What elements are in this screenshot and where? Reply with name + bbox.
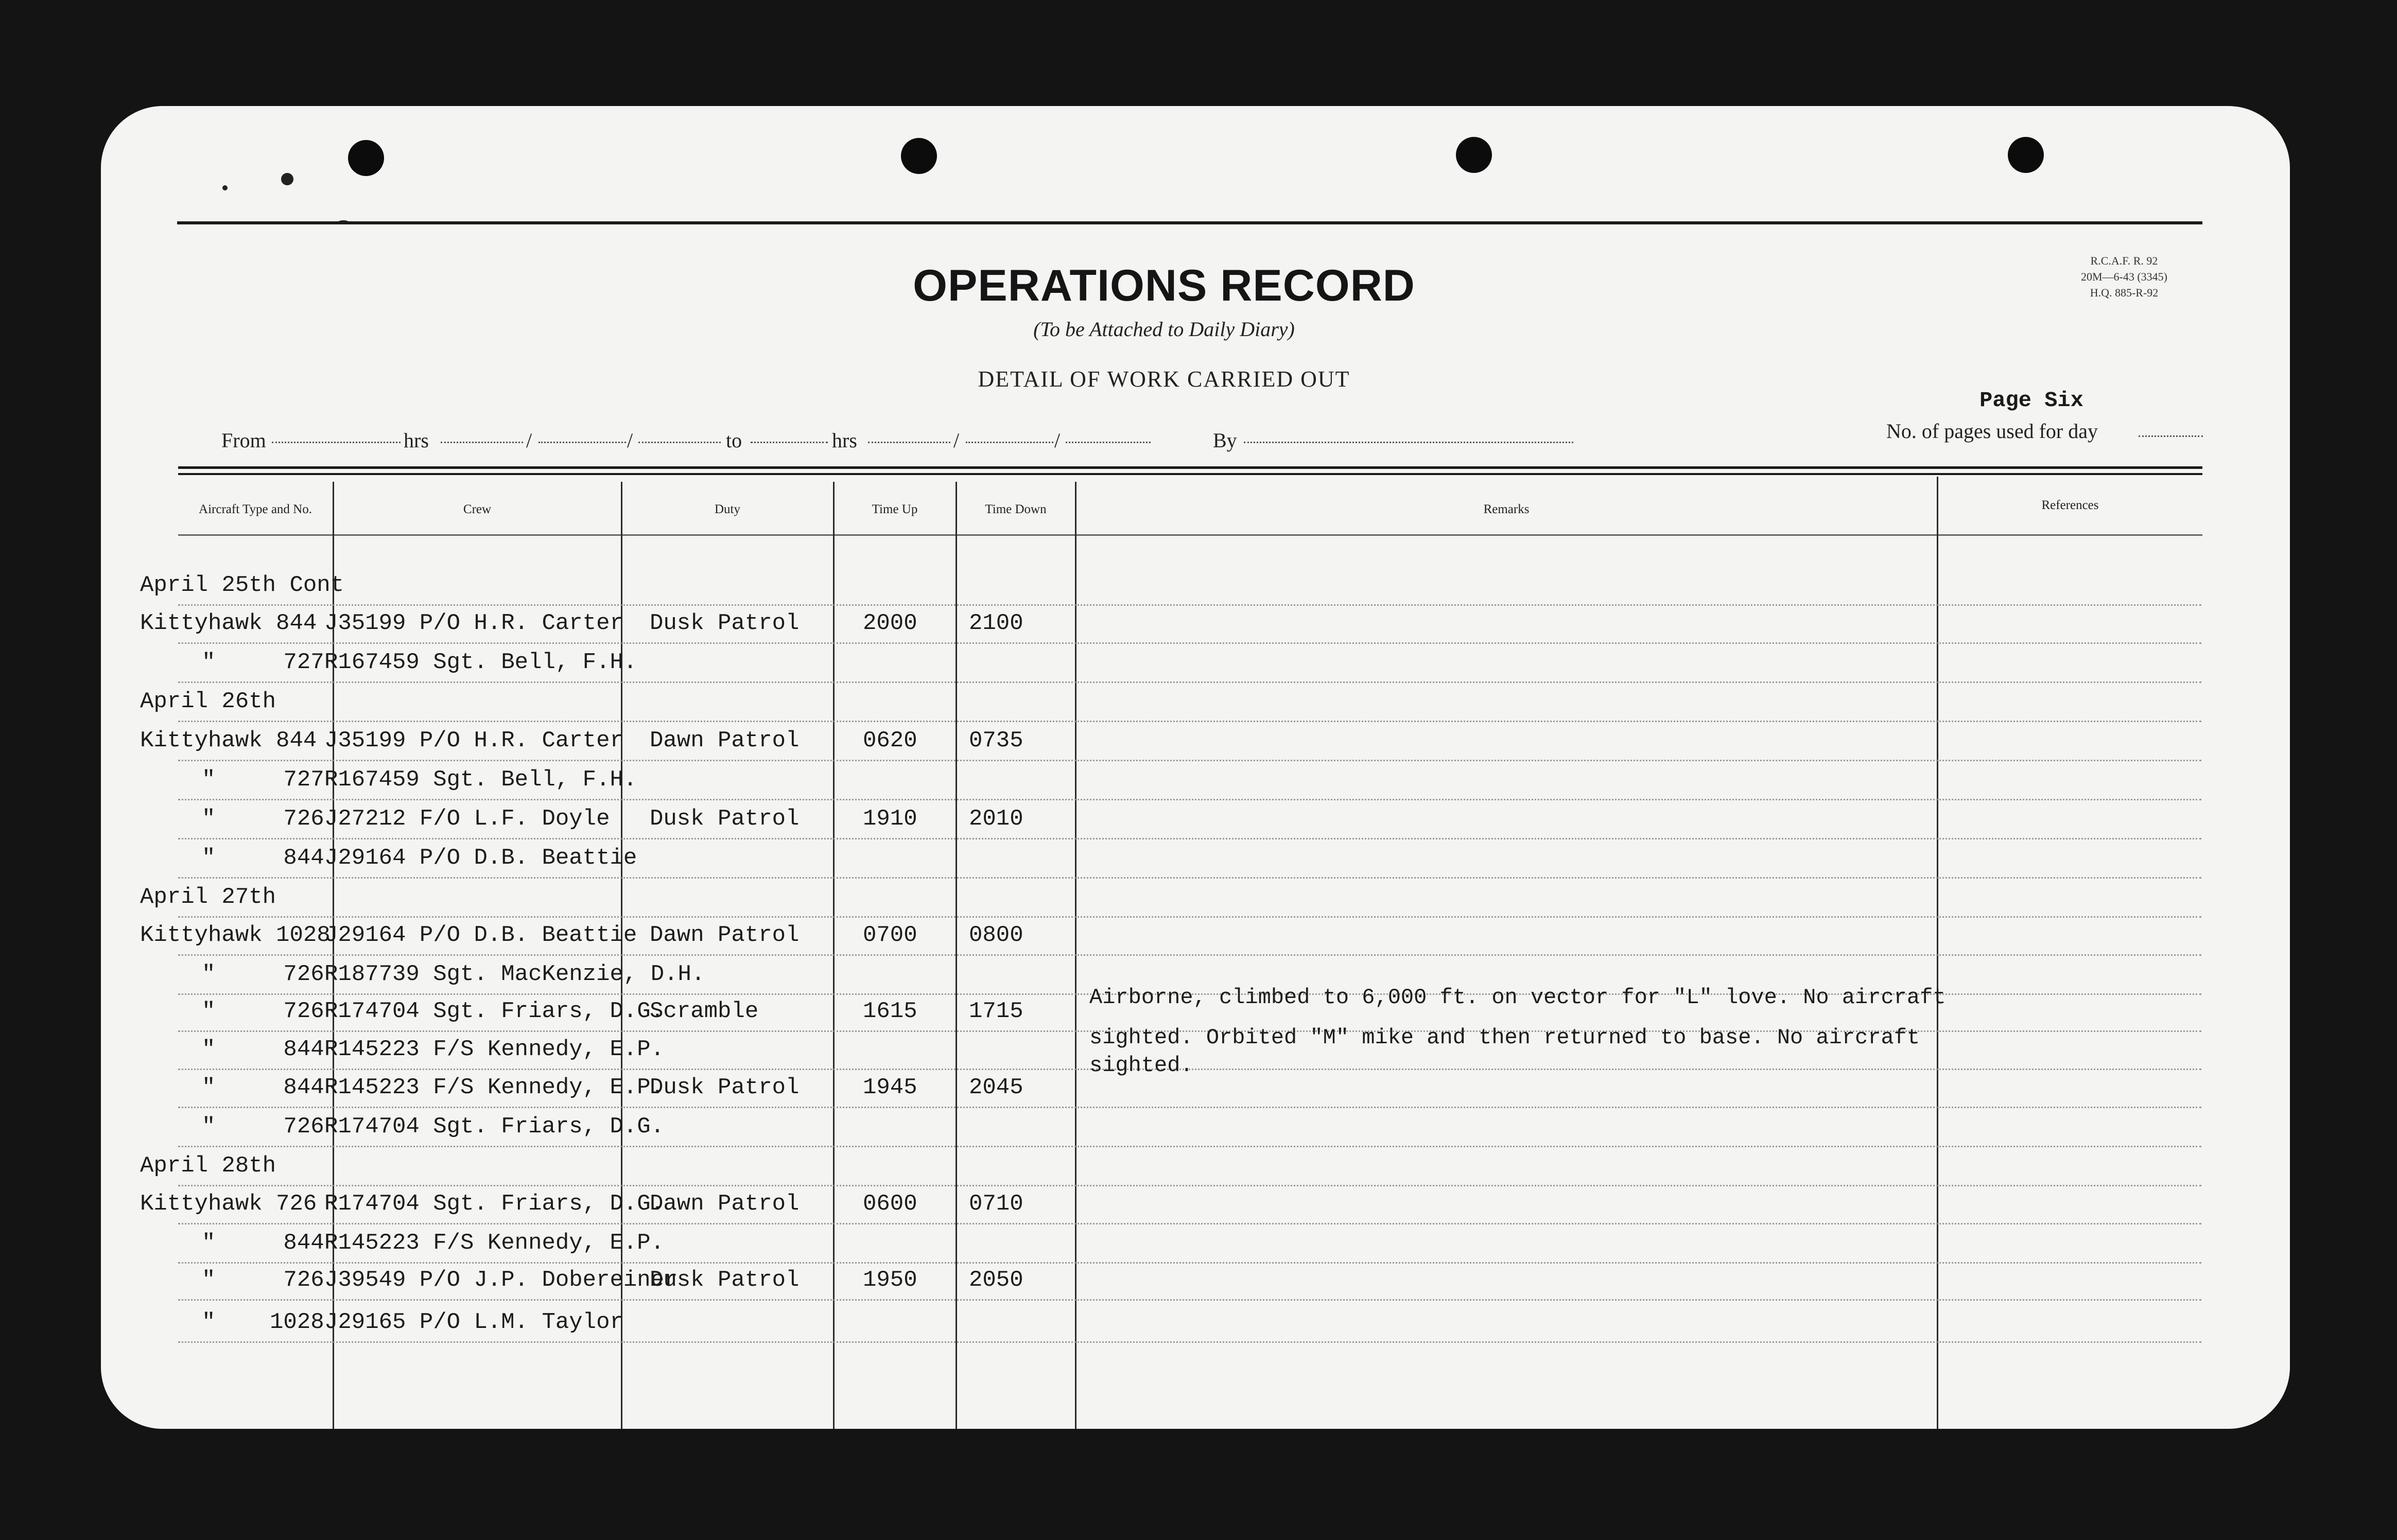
column-divider [1937, 477, 1938, 1429]
punch-hole [348, 140, 384, 176]
time-up-cell: 0700 [863, 922, 917, 948]
by-label: By [1213, 429, 1237, 452]
aircraft-cell: " 727 [202, 650, 324, 675]
slash: / [953, 429, 960, 452]
aircraft-cell: Kittyhawk 726 [140, 1191, 317, 1217]
crew-cell: J29164 P/O D.B. Beattie [324, 922, 637, 948]
aircraft-cell: " 844 [202, 1075, 324, 1100]
table-row-rule [178, 799, 2201, 800]
column-header-duty: Duty [715, 502, 740, 516]
duty-cell: Scramble [650, 999, 759, 1024]
column-header-remarks: Remarks [1483, 502, 1530, 516]
table-row-rule [178, 604, 2201, 606]
column-header-crew: Crew [463, 502, 492, 516]
aircraft-cell: Kittyhawk 1028 [140, 922, 331, 948]
punch-hole [901, 138, 937, 174]
table-row-rule [178, 1185, 2201, 1186]
table-row-rule [178, 1223, 2201, 1224]
from-date-blank-1 [441, 442, 523, 443]
punch-hole [1456, 137, 1492, 173]
aircraft-cell: " 1028 [202, 1309, 324, 1335]
aircraft-cell: " 726 [202, 999, 324, 1024]
slash: / [526, 429, 532, 452]
from-hour-blank [272, 442, 401, 443]
table-row-rule [178, 1146, 2201, 1147]
column-header-aircraft: Aircraft Type and No. [199, 502, 312, 516]
duty-cell: Dawn Patrol [650, 1191, 800, 1217]
aircraft-cell: " 727 [202, 767, 324, 793]
crew-cell: R174704 Sgt. Friars, D.G. [324, 1191, 665, 1217]
form-code-line: R.C.A.F. R. 92 [2090, 254, 2158, 267]
to-date-blank-1 [868, 442, 950, 443]
time-up-cell: 1910 [863, 806, 917, 832]
duty-cell: Dusk Patrol [650, 806, 800, 832]
date-heading: April 28th [140, 1153, 276, 1179]
aircraft-cell: " 844 [202, 1037, 324, 1062]
date-heading: April 25th Cont [140, 572, 344, 598]
duty-cell: Dawn Patrol [650, 728, 800, 754]
time-down-cell: 0735 [969, 728, 1023, 754]
crew-cell: J35199 P/O H.R. Carter [324, 610, 623, 636]
remarks-line: sighted. Orbited "M" mike and then returned to base. No aircraft [1089, 1025, 1920, 1050]
section-heading: DETAIL OF WORK CARRIED OUT [978, 366, 1350, 392]
date-heading: April 26th [140, 689, 276, 714]
page-subtitle: (To be Attached to Daily Diary) [1033, 318, 1295, 341]
from-label: From [221, 429, 266, 452]
crew-cell: R145223 F/S Kennedy, E.P. [324, 1075, 665, 1100]
time-up-cell: 1615 [863, 999, 917, 1024]
form-code [2047, 253, 2201, 301]
remarks-line: sighted. [1089, 1053, 1193, 1078]
to-label: to [726, 429, 742, 452]
remarks-line: Airborne, climbed to 6,000 ft. on vector for "L" love. No aircraft [1089, 985, 1946, 1010]
form-code-line: 20M—6-43 (3345) [2080, 270, 2168, 283]
time-down-cell: 2045 [969, 1075, 1023, 1100]
crew-cell: J29164 P/O D.B. Beattie [324, 845, 637, 871]
from-date-blank-3 [638, 442, 721, 443]
time-down-cell: 1715 [969, 999, 1023, 1024]
time-down-cell: 2010 [969, 806, 1023, 832]
top-rule [177, 221, 2202, 224]
to-date-blank-2 [966, 442, 1053, 443]
table-row-rule [178, 877, 2201, 879]
header-double-rule [178, 473, 2202, 475]
time-up-cell: 0620 [863, 728, 917, 754]
table-row-rule [178, 681, 2201, 683]
table-row-rule [178, 1262, 2201, 1264]
crew-cell: J29165 P/O L.M. Taylor [324, 1309, 623, 1335]
pages-used-blank [2139, 435, 2203, 437]
crew-cell: R174704 Sgt. Friars, D.G. [324, 1114, 665, 1140]
crew-cell: R174704 Sgt. Friars, D.G. [324, 999, 665, 1024]
slash: / [627, 429, 633, 452]
aircraft-cell: Kittyhawk 844 [140, 610, 317, 636]
aircraft-cell: " 844 [202, 845, 324, 871]
punch-hole [2008, 137, 2044, 173]
pages-used-label: No. of pages used for day [1886, 419, 2098, 443]
page-number: Page Six [1979, 388, 2083, 413]
to-hour-blank [751, 442, 828, 443]
table-row-rule [178, 954, 2201, 956]
from-date-blank-2 [539, 442, 626, 443]
aircraft-cell: Kittyhawk 844 [140, 728, 317, 754]
hrs-label: hrs [404, 429, 429, 452]
time-down-cell: 0710 [969, 1191, 1023, 1217]
crew-cell: R145223 F/S Kennedy, E.P. [324, 1230, 665, 1256]
pages-used-field [1886, 419, 2211, 443]
operations-record-card [101, 106, 2290, 1429]
table-row-rule [178, 1299, 2201, 1301]
time-down-cell: 2100 [969, 610, 1023, 636]
crew-cell: J27212 F/O L.F. Doyle [324, 806, 610, 832]
by-blank [1244, 442, 1573, 443]
ink-speck [222, 185, 228, 190]
aircraft-cell: " 726 [202, 806, 324, 832]
table-row-rule [178, 838, 2201, 839]
crew-cell: R167459 Sgt. Bell, F.H. [324, 650, 637, 675]
crew-cell: R187739 Sgt. MacKenzie, D.H. [324, 961, 705, 987]
time-up-cell: 1950 [863, 1267, 917, 1293]
aircraft-cell: " 726 [202, 961, 324, 987]
table-row-rule [178, 1107, 2201, 1108]
aircraft-cell: " 726 [202, 1267, 324, 1293]
column-header-time-up: Time Up [872, 502, 918, 516]
hrs-label-to: hrs [832, 429, 857, 452]
crew-cell: J35199 P/O H.R. Carter [324, 728, 623, 754]
time-up-cell: 2000 [863, 610, 917, 636]
ink-speck [281, 173, 293, 185]
time-up-cell: 1945 [863, 1075, 917, 1100]
to-date-blank-3 [1066, 442, 1151, 443]
aircraft-cell: " 844 [202, 1230, 324, 1256]
time-down-cell: 2050 [969, 1267, 1023, 1293]
column-header-references: References [2041, 498, 2099, 512]
form-code-line: H.Q. 885-R-92 [2090, 286, 2159, 299]
table-row-rule [178, 760, 2201, 761]
header-underline [178, 534, 2202, 536]
table-row-rule [178, 916, 2201, 918]
time-down-cell: 0800 [969, 922, 1023, 948]
duty-cell: Dusk Patrol [650, 1075, 800, 1100]
duty-cell: Dawn Patrol [650, 922, 800, 948]
header-double-rule [178, 466, 2202, 469]
slash: / [1054, 429, 1061, 452]
time-up-cell: 0600 [863, 1191, 917, 1217]
crew-cell: R145223 F/S Kennedy, E.P. [324, 1037, 665, 1062]
aircraft-cell: " 726 [202, 1114, 324, 1140]
column-header-time-down: Time Down [985, 502, 1047, 516]
crew-cell: J39549 P/O J.P. Dobereiner [324, 1267, 678, 1293]
table-row-rule [178, 1341, 2201, 1343]
table-row-rule [178, 721, 2201, 722]
page-title: OPERATIONS RECORD [913, 261, 1415, 310]
crew-cell: R167459 Sgt. Bell, F.H. [324, 767, 637, 793]
duty-cell: Dusk Patrol [650, 1267, 800, 1293]
date-heading: April 27th [140, 884, 276, 910]
duty-cell: Dusk Patrol [650, 610, 800, 636]
table-row-rule [178, 642, 2201, 644]
